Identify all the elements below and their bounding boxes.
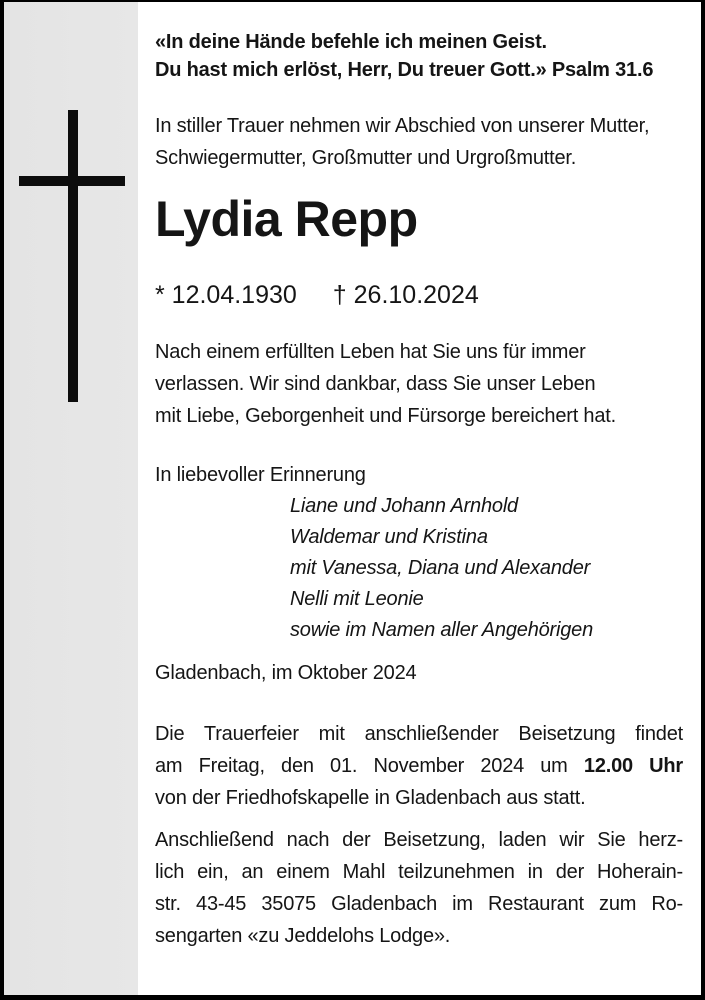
cross-horizontal-bar [19,176,125,186]
death-date: † 26.10.2024 [332,281,479,309]
tribute-text [155,336,683,432]
cross-vertical-bar [68,110,78,402]
tribute-line: mit Liebe, Geborgenheit und Fürsorge bereichert hat. [155,405,616,427]
quote-line: «In deine Hände befehle ich meinen Geist. [155,31,547,53]
tribute-line: Nach einem erfüllten Leben hat Sie uns für immer [155,341,586,363]
service-line-regular: am Freitag, den 01. November 2024 um [155,755,568,777]
intro-text [155,110,683,174]
mourner-line: sowie im Namen aller Angehörigen [290,619,594,641]
service-line: Die Trauerfeier mit anschließender Beisetzung findet [155,723,683,745]
remembrance-heading: In liebevoller Erinnerung [155,464,366,486]
side-panel [4,2,138,995]
mourner-line: Liane und Johann Arnhold [290,495,518,517]
birth-date: * 12.04.1930 [155,281,297,309]
scripture-quote [155,28,683,84]
mourner-line: Waldemar und Kristina [290,526,488,548]
service-time: 12.00 Uhr [583,755,684,777]
mourner-line: Nelli mit Leonie [290,588,424,610]
life-dates [155,280,683,310]
tribute-line: verlassen. Wir sind dankbar, dass Sie unser Leben [155,373,596,395]
mourners-list [290,491,683,646]
service-announcement [155,718,683,814]
reception-announcement [155,824,683,952]
quote-line: Du hast mich erlöst, Herr, Du treuer Gott.» Psalm 31.6 [155,59,654,81]
intro-line: In stiller Trauer nehmen wir Abschied von unserer Mutter, [155,115,650,137]
service-line [155,750,683,782]
reception-line: lich ein, an einem Mahl teilzunehmen in der Hoherain- [155,861,683,883]
place-and-date: Gladenbach, im Oktober 2024 [155,662,417,684]
obituary-card [4,2,701,995]
mourner-line: mit Vanessa, Diana und Alexander [290,557,591,579]
deceased-name: Lydia Repp [155,191,418,247]
reception-line: Anschließend nach der Beisetzung, laden wir Sie herz- [155,829,683,851]
remembrance-section [155,460,683,646]
service-line: von der Friedhofskapelle in Gladenbach aus statt. [155,787,586,809]
intro-line: Schwiegermutter, Großmutter und Urgroßmutter. [155,147,577,169]
reception-line: sengarten «zu Jeddelohs Lodge». [155,925,451,947]
reception-line: str. 43-45 35075 Gladenbach im Restaurant zum Ro- [155,893,683,915]
